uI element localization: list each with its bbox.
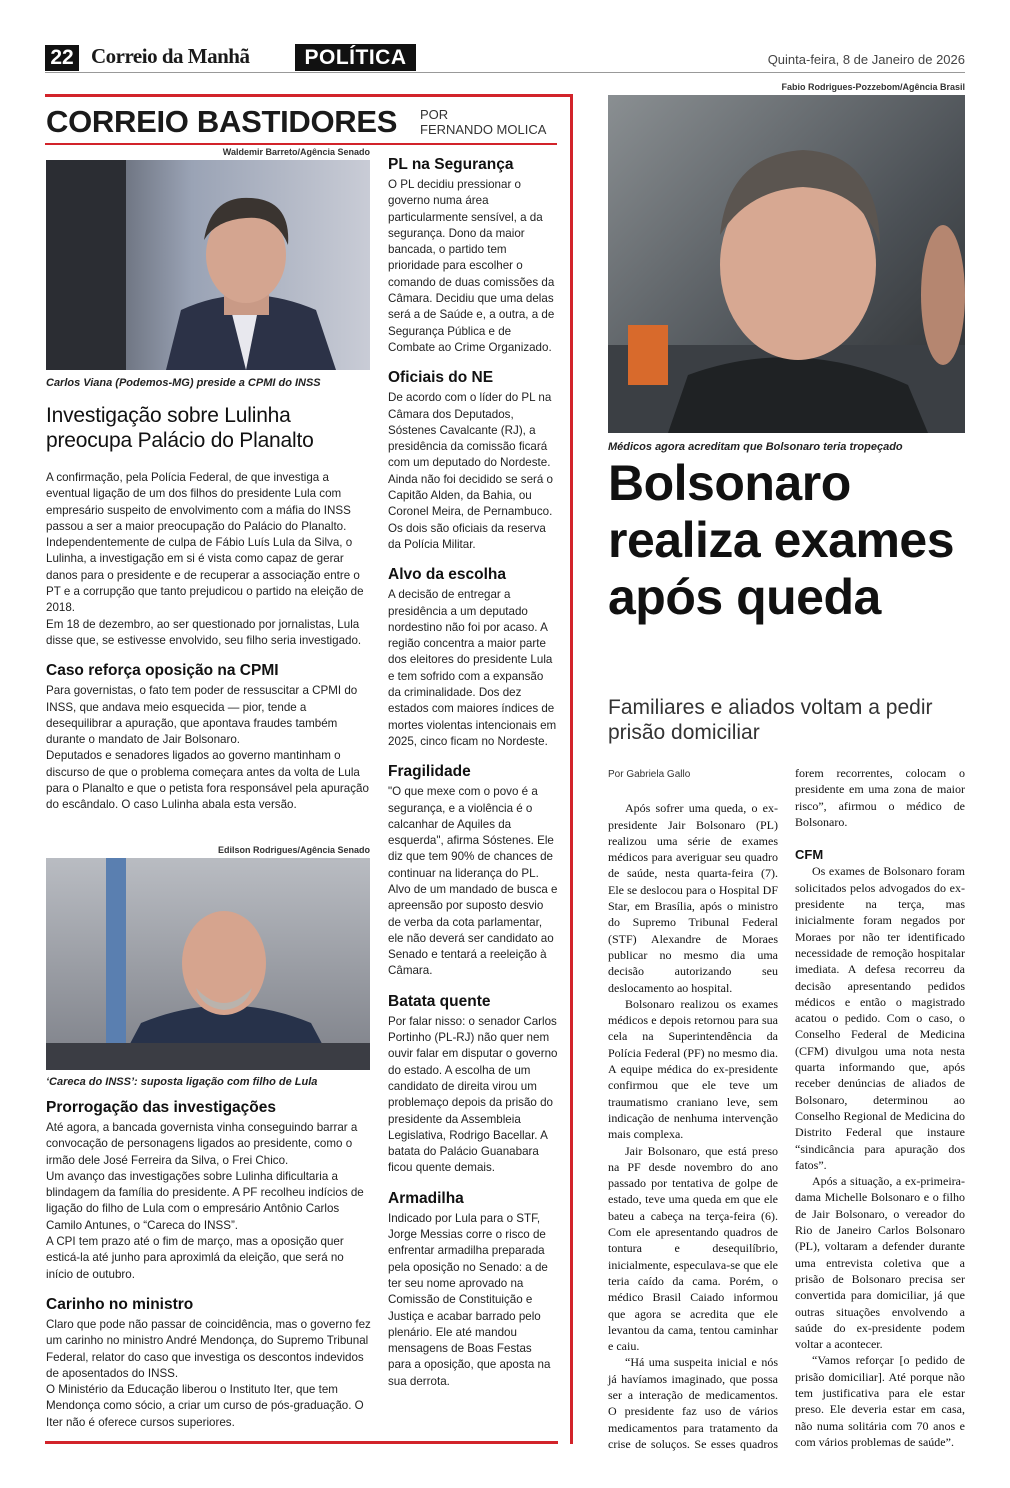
person-illustration — [46, 160, 370, 370]
note-item — [388, 762, 558, 980]
photo-credit: Fabio Rodrigues-Pozzebom/Agência Brasil — [781, 82, 965, 92]
section-label: POLÍTICA — [295, 44, 416, 71]
note-item — [388, 992, 558, 1177]
paragraph: A confirmação, pela Polícia Federal, de que investiga a eventual ligação de um dos filhos do presidente Lula com empresário suspeito de envolvimento com a máfia do INSS passou a ser a maior preocupação do Palácio do Planalto. — [46, 471, 351, 533]
note-text: O PL decidiu pressionar o governo numa área particularmente sensível, a da segurança. Dono da maior bancada, o partido tem prioridade para escolher o comando de duas comissões da Câmara. Decidiu que uma delas será a de Saúde e, a outra, a de Segurança Pública e de Combate ao Crime Organizado. — [388, 178, 555, 354]
box-border-top — [45, 94, 573, 97]
paragraph: “Vamos reforçar [o pedido de prisão domiciliar]. Até porque não tem justificativa para ele estar preso. Ele deveria estar em casa, não numa solitária com 70 anos e com vários problemas de saúde”. — [795, 1353, 965, 1449]
note-text: "O que mexe com o povo é a segurança, e a violência é o calcanhar de Aquiles da esquerda", afirma Sóstenes. Ele diz que tem 90% de chances de continuar na liderança do PL. Alvo de um mandado de busca e apreensão por suposto desvio de verba da cota parlamentar, ele não deverá ser candidato ao Senado e tentará a reeleição à Câmara. — [388, 785, 558, 978]
lead-story — [46, 403, 372, 814]
box-border-right — [570, 94, 573, 1444]
note-title: Batata quente — [388, 992, 491, 1010]
paragraph: Para governistas, o fato tem poder de ressuscitar a CPMI do INSS, que andava meio esquecida — pior, tende a desequilibrar a apuração, que apontava fraudes também durante o mandato de Jair Bolsonaro. — [46, 684, 358, 747]
note-title: PL na Segurança — [388, 156, 514, 173]
paragraph: O Ministério da Educação liberou o Instituto Iter, que tem Mendonça como sócio, a criar um curso de pós-graduação. O Iter não é oferece cursos superiores. — [46, 1383, 364, 1429]
paragraph: Em 18 de dezembro, ao ser questionado por jornalistas, Lula disse que, se estivesse envolvido, seu filho seria investigado. — [46, 617, 362, 647]
page-number: 22 — [45, 45, 79, 71]
note-item — [388, 368, 558, 553]
masthead-logo: Correio da Manhã — [91, 44, 250, 68]
paragraph: Até agora, a bancada governista vinha conseguindo barrar a convocação de personagens ligados ao presidente, como o irmão dele José Ferreira da Silva, o Frei Chico. — [46, 1121, 358, 1167]
paragraph: Jair Bolsonaro, que está preso na PF desde novembro do ano passado por tentativa de golpe de estado, teve uma queda em que ele bateu a cabeça na terça-feira (6). Com ele apresentando quadros de tontura e desequilíbrio, inicialmente, especulava-se que ele teria caído da cama. Porém, o médico Brasil Caiado informou que agora se acredita que ele levantou da cama, tentou caminhar e caiu. — [608, 1143, 778, 1354]
note-title: Oficiais do NE — [388, 369, 494, 387]
photo-caption: Médicos agora acreditam que Bolsonaro teria tropeçado — [608, 441, 903, 453]
notes-column — [388, 155, 558, 1402]
photo-careca-inss — [46, 858, 370, 1070]
photo-credit: Edilson Rodrigues/Agência Senado — [217, 845, 370, 855]
subhead: Caso reforça oposição na CPMI — [46, 662, 279, 680]
column-title: CORREIO BASTIDORES — [46, 104, 398, 139]
note-text: De acordo com o líder do PL na Câmara dos Deputados, Sóstenes Cavalcante (RJ), a presidência da comissão ficará com um deputado do Nordeste. Ainda não foi decidido se será o Capitão Alden, da Bahia, ou Coronel Meira, de Pernambuco. Os dois são oficiais da reserva da Polícia Militar. — [388, 391, 554, 551]
paragraph: Deputados e senadores ligados ao governo mantinham o discurso de que o problema começara antes da volta de Lula para o Planalto e que o petista fora responsável pela apuração do escândalo. O caso Lulinha abala esta versão. — [46, 749, 369, 812]
paragraph: Bolsonaro realizou os exames médicos e depois retornou para sua cela na Superintendência da Polícia Federal (PF) no mesmo dia. A equipe médica do ex-presidente confirmou que ele teve um traumatismo craniano leve, sem indicação de nenhuma intervenção mais complexa. — [608, 996, 778, 1142]
article-headline: Bolsonaro realiza exames após queda — [608, 455, 955, 625]
person-illustration — [608, 95, 965, 433]
photo-caption: Carlos Viana (Podemos-MG) preside a CPMI do INSS — [46, 377, 321, 389]
photo-credit: Waldemir Barreto/Agência Senado — [222, 147, 370, 157]
photo-caption: ‘Careca do INSS’: suposta ligação com filho de Lula — [46, 1076, 318, 1088]
paragraph: Um avanço das investigações sobre Lulinha dificultaria a blindagem da família do presidente. A PF recolheu indícios de ligação do filho de Lula com o empresário Antônio Carlos Camilo Antunes, o “Careca do INSS”. — [46, 1169, 364, 1232]
lead-headline: Investigação sobre Lulinha preocupa Palácio do Planalto — [46, 404, 314, 452]
photo-carlos-viana — [46, 160, 370, 370]
note-item — [388, 565, 558, 750]
note-text: Indicado por Lula para o STF, Jorge Messias corre o risco de enfrentar armadilha preparada pela oposição no Senado: a de ter seu nome aprovado na Comissão de Constituição e Justiça e acabar barrado pelo plenário. Ele até mandou mensagens de Boas Festas para a oposição, que aposta na sua derrota. — [388, 1211, 551, 1388]
paragraph: Independentemente de culpa de Fábio Luís Lula da Silva, o Lulinha, a investigação em si é vista como capaz de gerar danos para o presidente e de recuperar a associação entre o PT e a corrupção que tanto prejudicou o partido na eleição de 2018. — [46, 536, 364, 615]
note-title: Fragilidade — [388, 763, 471, 781]
header-divider — [45, 72, 965, 73]
box-border-bottom — [45, 1441, 558, 1444]
title-underline — [45, 143, 557, 145]
note-title: Alvo da escolha — [388, 566, 507, 584]
article-body — [608, 765, 965, 1452]
article-subheadline: Familiares e aliados voltam a pedir prisão domiciliar — [608, 696, 933, 744]
note-item — [388, 155, 558, 356]
by-label: POR — [420, 107, 449, 122]
paragraph: A CPI tem prazo até o fim de março, mas a oposição quer esticá-la até junho para aproximlá da eleição, que será no início de outubro. — [46, 1235, 344, 1281]
article-byline: Por Gabriela Gallo — [608, 769, 691, 780]
photo-bolsonaro — [608, 95, 965, 433]
paragraph: Claro que pode não passar de coincidência, mas o governo fez um carinho no ministro André Mendonça, do Supremo Tribunal Federal, relator do caso que investiga os descontos indevidos de aposentados do INSS. — [46, 1317, 371, 1380]
note-text: Por falar nisso: o senador Carlos Portinho (PL-RJ) não quer nem ouvir falar em disputar o governo do estado. A escolha de um candidato de direita virou um problemaço depois da prisão do presidente da Assembleia Legislativa, Rodrigo Bacellar. A batata do Palácio Guanabara ficou quente demais. — [388, 1014, 558, 1175]
issue-date: Quinta-feira, 8 de Janeiro de 2026 — [767, 52, 965, 67]
paragraph: Após a situação, a ex-primeira-dama Michelle Bolsonaro e o filho de Jair Bolsonaro, o vereador do Rio de Janeiro Carlos Bolsonaro (PL), voltaram a defender durante uma entrevista coletiva que a prisão de Bolsonaro precisa ser convertida para domiciliar, já que outras situações envolvendo a saúde do ex-presidente podem voltar a acontecer. — [795, 1174, 965, 1352]
subhead-cfm: CFM — [795, 847, 824, 863]
subhead: Prorrogação das investigações — [46, 1099, 277, 1116]
column-byline — [420, 107, 546, 137]
author-name: FERNANDO MOLICA — [420, 122, 547, 137]
subhead: Carinho no ministro — [46, 1295, 194, 1313]
note-text: A decisão de entregar a presidência a um deputado nordestino não foi por acaso. A região concentra a maior parte dos eleitores do presidente Lula e tem sofrido com a expansão da criminalidade. Dos dez estados com maiores índices de mortes violentas intencionais em 2025, cinco ficam no Nordeste. — [388, 588, 557, 748]
paragraph: “Há uma suspeita inicial e nós já havíamos imaginado, que possa ser a interação de medicamentos. O presidente faz uso de vários medicamentos para tratamento da crise de soluços. Se esses quadros forem recorrentes, colocam o presidente em uma zona de maior risco”, afirmou o médico de Bolsonaro. — [608, 766, 965, 1451]
story-continuation — [46, 1086, 372, 1431]
note-title: Armadilha — [388, 1189, 464, 1207]
paragraph: Os exames de Bolsonaro foram solicitados pelos advogados do ex-presidente na terça, mas inicialmente foram negados por Moraes por não ter identificado necessidade de remoção hospitalar imediata. A defesa recorreu da decisão apresentando pedidos médicos e então o magistrado acatou o pedido. Com o caso, o Conselho Federal de Medicina (CFM) divulgou uma nota nesta quarta informando que, após receber denúncias de aliados de Bolsonaro, determinou ao Conselho Regional de Medicina do Distrito Federal que instaure “sindicância para apuração dos fatos”. — [795, 864, 965, 1172]
person-illustration — [46, 858, 370, 1070]
paragraph: Após sofrer uma queda, o ex-presidente Jair Bolsonaro (PL) realizou uma série de exames médicos para averiguar seu quadro de saúde, nesta quarta-feira (7). Ele se deslocou para o Hospital DF Star, em Brasília, após o ministro do Supremo Tribunal Federal (STF) Alexandre de Moraes publicar no mesmo dia uma decisão autorizando seu deslocamento ao hospital. — [608, 801, 778, 995]
note-item — [388, 1189, 558, 1390]
